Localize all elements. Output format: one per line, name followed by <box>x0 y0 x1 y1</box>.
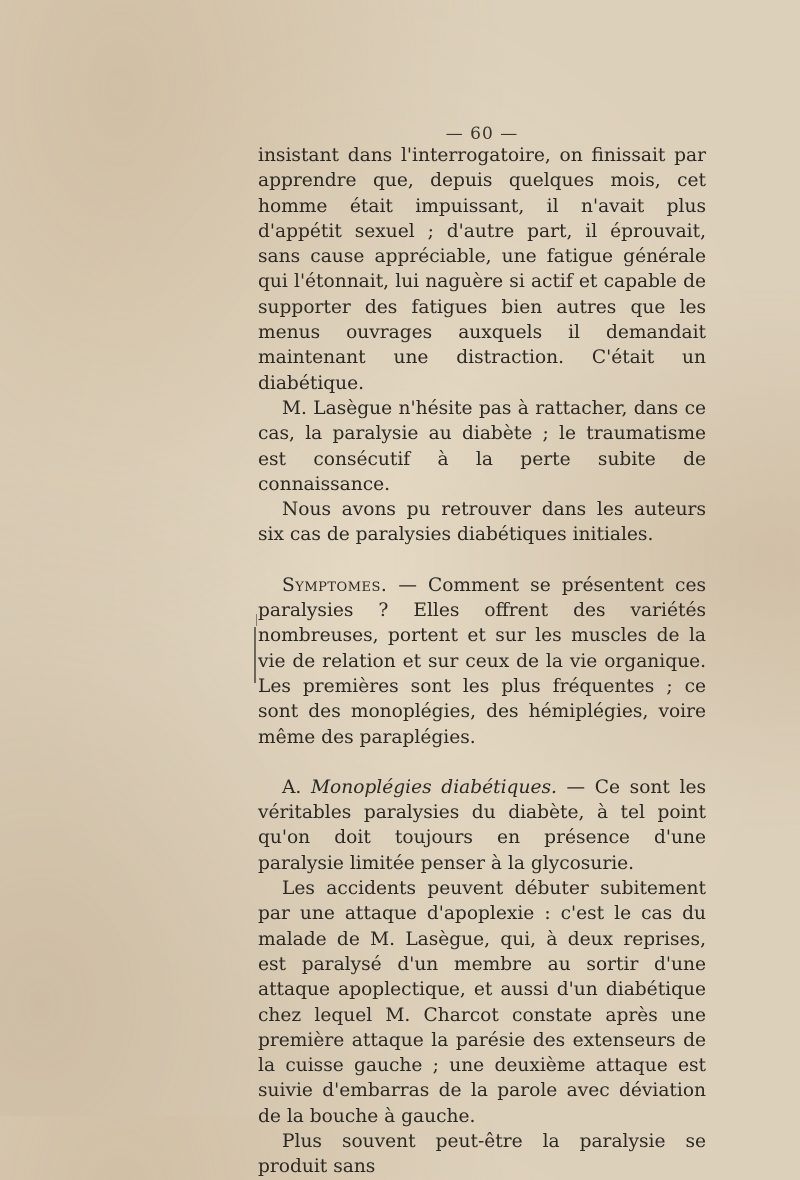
paragraph-lasegue: M. Lasègue n'hésite pas à rattacher, dans ce cas, la paralysie au diabète ; le traumatisme est consécutif à la perte subite de connaissance. <box>258 397 706 495</box>
margin-mark <box>256 614 257 626</box>
page-number: — 60 — <box>445 124 519 144</box>
section-heading-monoplegies: Monoplégies diabétiques. <box>311 776 557 798</box>
symptomes-text: — Comment se présentent ces paralysies ? Elles offrent des variétés nombreuses, portent et sur les muscles de la vie de relation et sur ceux de la vie organique. Les premières sont les plus fréquentes ; ce sont des monoplégies, des hémiplégies, voire même des paraplégies. <box>258 574 706 748</box>
body-text <box>258 143 706 1180</box>
section-heading-symptomes: Symptomes. <box>282 574 388 596</box>
margin-line <box>254 627 256 683</box>
paragraph-auteurs: Nous avons pu retrouver dans les auteurs six cas de paralysies diabétiques initiales. <box>258 499 706 546</box>
paragraph-symptomes <box>258 573 706 750</box>
paragraph-monoplegies <box>258 775 706 876</box>
monoplegies-text: — Ce sont les véritables paralysies du diabète, à tel point qu'on doit toujours en présence d'une paralysie limitée penser à la glycosurie. <box>258 776 707 874</box>
paragraph-last: Plus souvent peut-être la paralysie se produit sans <box>258 1130 706 1178</box>
section-a-prefix: A. <box>282 776 311 798</box>
paragraph-continuation: insistant dans l'interrogatoire, on finissait par apprendre que, depuis quelques mois, cet homme était impuissant, il n'avait plus d'appétit sexuel ; d'autre part, il éprouvait, sans cause appréciable, une fatigue générale qui l'étonnait, lui naguère si actif et capable de supporter des fatigues bien autres que les menus ouvrages auxquels il demandait maintenant une distraction. C'était un diabétique. <box>258 145 706 394</box>
paragraph-accidents: Les accidents peuvent débuter subitement par une attaque d'apoplexie : c'est le cas du malade de M. Lasègue, qui, à deux reprises, est paralysé d'un membre au sortir d'une attaque apoplectique, et aussi d'un diabétique chez lequel M. Charcot constate après une première attaque la parésie des extenseurs de la cuisse gauche ; une deuxième attaque est suivie d'embarras de la parole avec déviation de la bouche à gauche. <box>258 878 706 1127</box>
